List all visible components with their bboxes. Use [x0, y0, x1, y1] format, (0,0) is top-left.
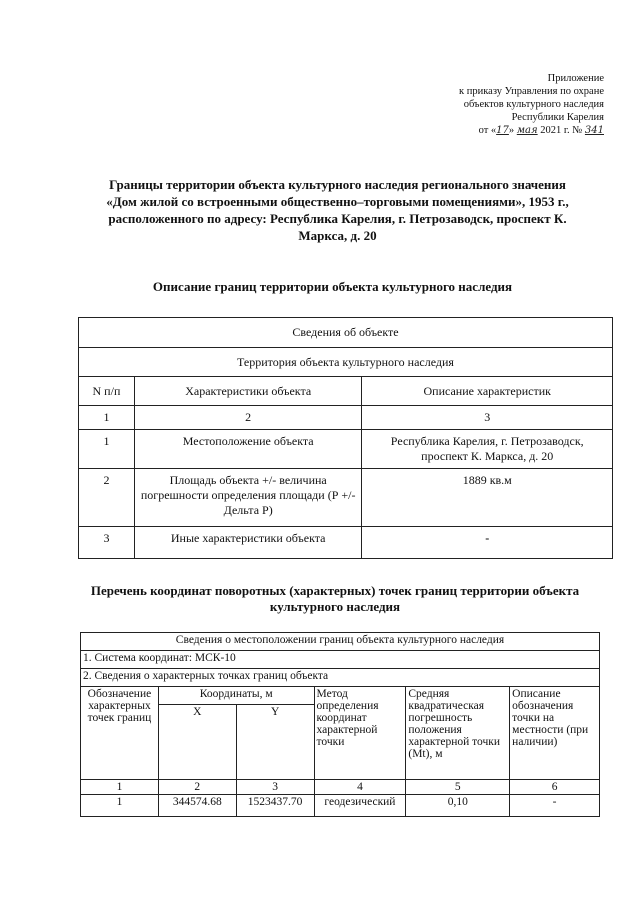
- handwritten-number: 341: [584, 125, 604, 136]
- col-error: Средняя квадратическая погрешность положения характерной точки (Mt), м: [406, 687, 510, 780]
- col-number-3: 3: [362, 406, 613, 430]
- date-year: 2021 г. №: [540, 125, 583, 136]
- date-mid: »: [508, 125, 515, 136]
- col-num-1: 1: [81, 780, 159, 795]
- col-method: Метод определения координат характерной точки: [314, 687, 406, 780]
- document-title: Границы территории объекта культурного наследия регионального значения «Дом жилой со встроенными общественно–торговыми помещениями», 1953 г., расположенного по адресу: Республика Карелия, г. Петрозаводск, проспект К. Маркса, д. 20: [106, 177, 569, 243]
- col-num-3: 3: [236, 780, 314, 795]
- coord-table-header: Сведения о местоположении границ объекта культурного наследия: [81, 633, 600, 651]
- col-header-characteristics: Характеристики объекта: [134, 377, 362, 406]
- row-3-n: 3: [79, 527, 135, 559]
- row-2-n: 2: [79, 469, 135, 527]
- col-y: Y: [236, 705, 314, 780]
- coordinate-system: 1. Система координат: МСК-10: [81, 651, 600, 669]
- row-2-name: Площадь объекта +/- величина погрешности определения площади (Р +/- Дельта Р): [134, 469, 362, 527]
- row-1-n: 1: [79, 430, 135, 469]
- points-header: 2. Сведения о характерных точках границ объекта: [81, 669, 600, 687]
- row-2-desc: 1889 кв.м: [362, 469, 613, 527]
- col-point-designation: Обозначение характерных точек границ: [81, 687, 159, 780]
- handwritten-day: 17: [496, 125, 509, 136]
- section-1-title: Описание границ территории объекта культурного наследия: [152, 279, 513, 294]
- col-num-2: 2: [158, 780, 236, 795]
- col-num-4: 4: [314, 780, 406, 795]
- col-num-6: 6: [510, 780, 600, 795]
- point-1-y: 1523437.70: [236, 795, 314, 817]
- col-x: X: [158, 705, 236, 780]
- appendix-line-2: к приказу Управления по охране: [459, 86, 604, 97]
- object-info-table: [78, 317, 613, 559]
- point-1-error: 0,10: [406, 795, 510, 817]
- point-1-x: 344574.68: [158, 795, 236, 817]
- point-1-description: -: [510, 795, 600, 817]
- object-table-subheader: Территория объекта культурного наследия: [79, 348, 613, 377]
- row-1-name: Местоположение объекта: [134, 430, 362, 469]
- handwritten-month: мая: [516, 125, 538, 136]
- col-header-description: Описание характеристик: [362, 377, 613, 406]
- section-2-title: Перечень координат поворотных (характерных) точек границ территории объекта культурного наследия: [90, 583, 580, 614]
- col-coordinates: Координаты, м: [158, 687, 314, 705]
- row-3-name: Иные характеристики объекта: [134, 527, 362, 559]
- col-num-5: 5: [406, 780, 510, 795]
- col-header-number: N п/п: [79, 377, 135, 406]
- row-1-desc: Республика Карелия, г. Петрозаводск, проспект К. Маркса, д. 20: [362, 430, 613, 469]
- col-point-description: Описание обозначения точки на местности (при наличии): [510, 687, 600, 780]
- point-1-method: геодезический: [314, 795, 406, 817]
- object-table-header: Сведения об объекте: [79, 318, 613, 348]
- col-number-1: 1: [79, 406, 135, 430]
- col-number-2: 2: [134, 406, 362, 430]
- row-3-desc: -: [362, 527, 613, 559]
- point-1-id: 1: [81, 795, 159, 817]
- coordinates-table: [80, 632, 600, 817]
- appendix-line-1: Приложение: [547, 73, 604, 84]
- appendix-line-3: объектов культурного наследия: [463, 99, 604, 110]
- appendix-block: [374, 72, 604, 137]
- appendix-date-line: [374, 124, 604, 137]
- date-prefix: от «: [478, 125, 497, 136]
- appendix-line-4: Республики Карелия: [511, 112, 604, 123]
